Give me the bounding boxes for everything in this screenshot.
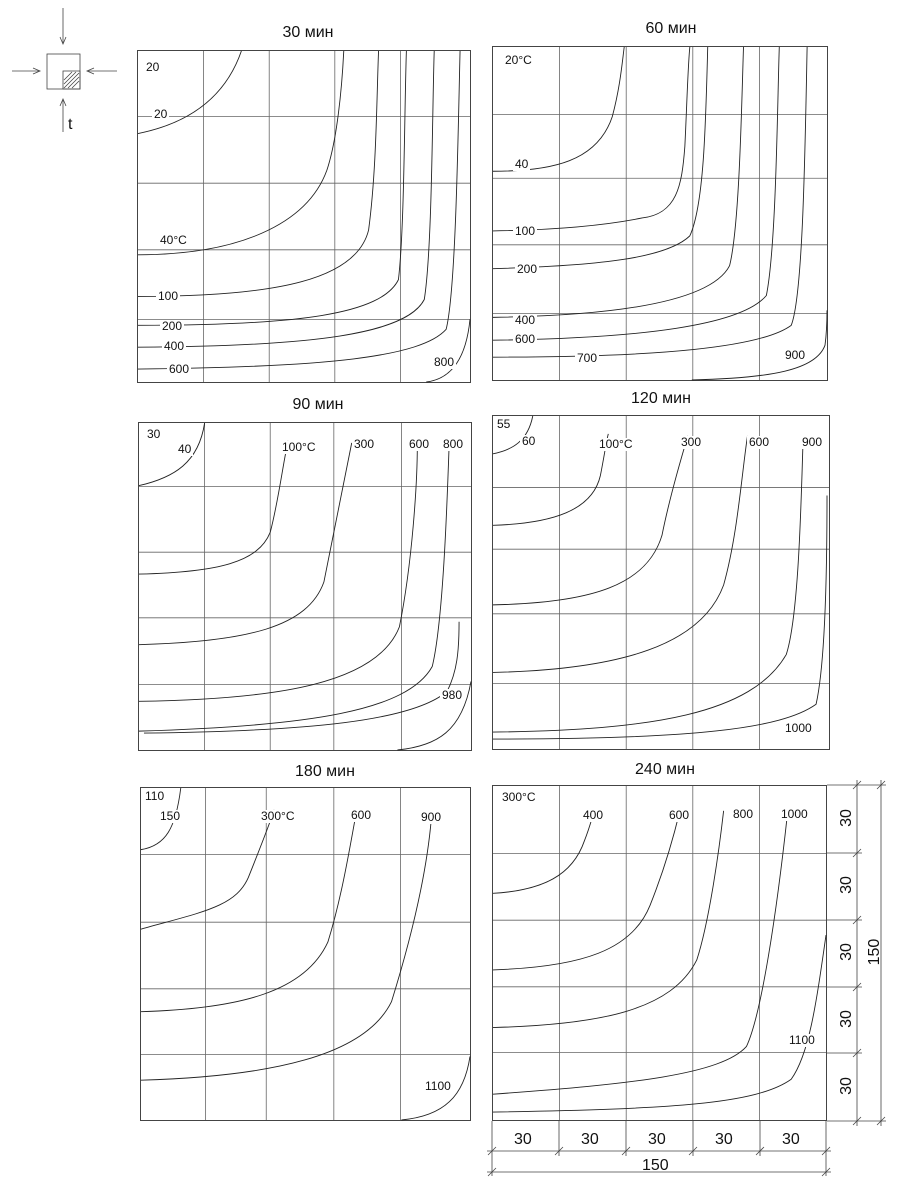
isotherm-label: 20 <box>154 107 168 121</box>
isotherm-label: 55 <box>497 417 511 431</box>
panel-120 <box>492 415 830 750</box>
panel-title-240: 240 мин <box>635 761 695 778</box>
isotherm-label: 600 <box>669 808 690 822</box>
dimension-bottom-total: 150 <box>642 1157 669 1174</box>
isotherm-label: 600 <box>749 435 770 449</box>
isotherm-label: 300 <box>681 435 702 449</box>
dimension-right-1: 30 <box>838 809 855 827</box>
isotherm-label: 40°C <box>160 233 187 247</box>
dimension-bottom-5: 30 <box>782 1131 800 1148</box>
isotherm-label: 900 <box>421 810 442 824</box>
isotherm-label: 60 <box>522 434 536 448</box>
panel-title-90: 90 мин <box>292 396 344 413</box>
panel-240 <box>492 785 827 1121</box>
isotherm-label: 900 <box>785 348 806 362</box>
isotherm-label: 600 <box>409 437 430 451</box>
isotherm-label: 20 <box>146 60 160 74</box>
isotherm-label: 600 <box>515 332 536 346</box>
panel-60 <box>492 46 828 381</box>
dimension-right-total: 150 <box>866 938 883 966</box>
isotherm-label: 110 <box>145 789 165 803</box>
panel-title-180: 180 мин <box>295 763 355 780</box>
isotherm-label: 980 <box>442 688 463 702</box>
panel-title-120: 120 мин <box>631 390 691 407</box>
panel-180 <box>140 787 471 1121</box>
isotherm-label: 400 <box>515 313 536 327</box>
isotherm-label: 1000 <box>785 721 812 735</box>
isotherm-label: 30 <box>147 427 161 441</box>
isotherm-label: 800 <box>733 807 754 821</box>
dimension-bottom-4: 30 <box>715 1131 733 1148</box>
isotherm-label: 40 <box>178 442 192 456</box>
isotherm-label: 800 <box>443 437 464 451</box>
dimension-bottom-2: 30 <box>581 1131 599 1148</box>
isotherm-label: 600 <box>351 808 372 822</box>
isotherm-label: 1100 <box>425 1079 451 1093</box>
isotherm-label: 20°C <box>505 53 532 67</box>
isotherm-label: 600 <box>169 362 190 376</box>
isotherm-label: 100 <box>515 224 536 238</box>
dimension-bottom-1: 30 <box>514 1131 532 1148</box>
panel-title-30: 30 мин <box>282 24 334 41</box>
key-label-t: t <box>68 116 73 133</box>
isotherm-label: 400 <box>583 808 604 822</box>
panel-90 <box>138 422 472 751</box>
isotherm-label: 1000 <box>781 807 808 821</box>
dimension-right-2: 30 <box>838 876 855 894</box>
isotherm-label: 1100 <box>789 1033 815 1047</box>
panel-30 <box>137 50 471 383</box>
isotherm-label: 100 <box>158 289 179 303</box>
isotherm-label: 300°C <box>261 809 295 823</box>
isotherm-label: 100°C <box>282 440 316 454</box>
isotherm-label: 300 <box>354 437 375 451</box>
isotherm-label: 40 <box>515 157 529 171</box>
isotherm-label: 700 <box>577 351 598 365</box>
panel-title-60: 60 мин <box>645 20 697 37</box>
dimension-right-5: 30 <box>838 1077 855 1095</box>
dimension-bottom-3: 30 <box>648 1131 666 1148</box>
isotherm-label: 100°C <box>599 437 633 451</box>
isotherm-label: 200 <box>162 319 183 333</box>
isotherm-label: 400 <box>164 339 185 353</box>
isotherm-label: 150 <box>160 809 181 823</box>
isotherm-label: 800 <box>434 355 455 369</box>
isotherm-label: 300°C <box>502 790 536 804</box>
dimension-right-4: 30 <box>838 1010 855 1028</box>
isotherm-label: 200 <box>517 262 538 276</box>
isotherm-label: 900 <box>802 435 823 449</box>
dimension-right-3: 30 <box>838 943 855 961</box>
